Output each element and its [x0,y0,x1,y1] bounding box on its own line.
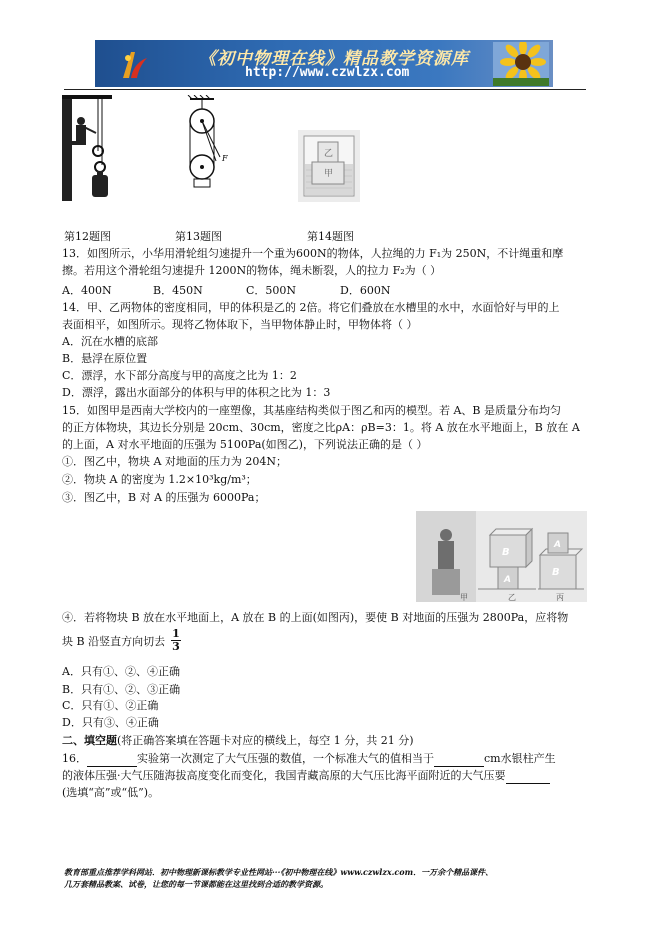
fraction-one-third [171,628,181,653]
q15-line-3: 的上面，A 对水平地面的压强为 5100Pa(如图乙)，下列说法正确的是（ ） [62,438,428,451]
q15-statement-4-line-2: 块 B 沿竖直方向切去 [62,635,166,648]
q16-text-2: cm水银柱产生 [484,752,556,765]
footer-line-2: 几万套精品教案、试卷，让您的每一节课都能在这里找到合适的教学资源。 [64,879,328,889]
banner-url[interactable]: http://www.czwlzx.com [245,65,410,80]
q13-option-b: B．450N [153,284,203,297]
section-2-heading: 二、填空题 [62,734,117,747]
section-2-note: (将正确答案填在答题卡对应的横线上，每空 1 分，共 21 分) [117,734,414,747]
q13-line-2: 擦。若用这个滑轮组匀速提升 1200N的物体，绳未断裂，人的拉力 F₂为（ ） [62,264,442,277]
figure-12-pulley-man [62,95,112,205]
q13-option-d: D．600N [340,284,391,297]
caption-fig-14: 第14题图 [307,230,354,243]
svg-text:A: A [504,575,511,585]
q14-option-b: B．悬浮在原位置 [62,352,148,365]
figure-14-label-yi: 乙 [324,149,334,159]
figure-15-label-yi: 乙 [508,593,516,602]
q14-option-a: A．沉在水槽的底部 [62,335,158,348]
footer-line-1: 教育部重点推荐学科网站．初中物理新课标教学专业性网站···《初中物理在线》www.czwlzx.com．一万余个精品课件、 [64,867,494,877]
sunflower-icon [493,42,549,86]
q16-line-3: (选填“高”或“低”)。 [62,786,160,799]
figure-13-force-label: F [222,154,228,163]
q15-line-1: 15．如图甲是西南大学校内的一座塑像，其基座结构类似于图乙和丙的模型。若 A、B 是质量分布均匀 [62,404,562,417]
fraction-numerator: 1 [172,627,180,640]
header-banner [95,40,553,87]
figure-13-pulley-block [180,95,240,195]
q15-option-c: C．只有①、②正确 [62,699,159,712]
q13-option-c: C．500N [246,284,297,297]
q16-blank-2[interactable] [434,754,484,767]
q14-option-c: C．漂浮，水下部分高度与甲的高度之比为 1：2 [62,369,297,382]
q15-statement-4-line-1: ④．若将物块 B 放在水平地面上，A 放在 B 的上面(如图丙)，要使 B 对地面的压强为 2800Pa，应将物 [62,611,569,624]
header-rule [64,89,586,90]
figure-15-label-bing: 丙 [556,593,564,602]
figure-14-label-jia: 甲 [324,169,334,179]
q15-option-b: B．只有①、②、③正确 [62,683,181,696]
q16-blank-3[interactable] [506,771,550,784]
banner-title: 《初中物理在线》精品教学资源库 [199,49,469,69]
q15-option-d: D．只有③、④正确 [62,716,159,729]
figure-14-water-tank [298,130,360,202]
q16-text-1: 实验第一次测定了大气压强的数值，一个标准大气的值相当于 [137,752,434,765]
q15-statement-3: ③．图乙中，B 对 A 的压强为 6000Pa； [62,491,266,504]
svg-text:A: A [554,540,561,550]
caption-fig-13: 第13题图 [175,230,222,243]
q15-line-2: 的正方体物块，其边长分别是 20cm、30cm，密度之比ρA：ρB=3：1。将 A 放在水平地面上，B 放在 A [62,421,580,434]
figure-15-statue-blocks [416,511,587,602]
q14-option-d: D．漂浮，露出水面部分的体积与甲的体积之比为 1：3 [62,386,331,399]
q13-line-1: 13．如图所示，小华用滑轮组匀速提升一个重为600N的物体，人拉绳的力 F₁为 250N，不计绳重和摩 [62,247,564,260]
site-logo-icon [119,48,149,80]
svg-text:B: B [552,567,560,578]
q15-statement-1: ①．图乙中，物块 A 对地面的压力为 204N； [62,455,288,468]
q15-option-a: A．只有①、②、④正确 [62,665,180,678]
q16-number: 16． [62,752,87,765]
q13-option-a: A．400N [62,284,112,297]
q16-line-1 [62,751,556,767]
q16-line-2 [62,768,550,784]
fraction-denominator: 3 [172,640,180,653]
q14-line-2: 表面相平，如图所示。现将乙物体取下，当甲物体静止时，甲物体将（ ） [62,318,418,331]
section-2-header [62,733,414,749]
svg-text:B: B [502,547,510,558]
q16-text-3: 的液体压强·大气压随海拔高度变化而变化，我国青藏高原的大气压比海平面附近的大气压要 [62,769,506,782]
q15-statement-2: ②．物块 A 的密度为 1.2×10³kg/m³； [62,473,257,486]
caption-fig-12: 第12题图 [64,230,111,243]
q16-blank-1[interactable] [87,754,137,767]
figure-15-label-jia: 甲 [460,593,468,602]
q14-line-1: 14．甲、乙两物体的密度相同，甲的体积是乙的 2倍。将它们叠放在水槽里的水中，水面恰好与甲的上 [62,301,560,314]
